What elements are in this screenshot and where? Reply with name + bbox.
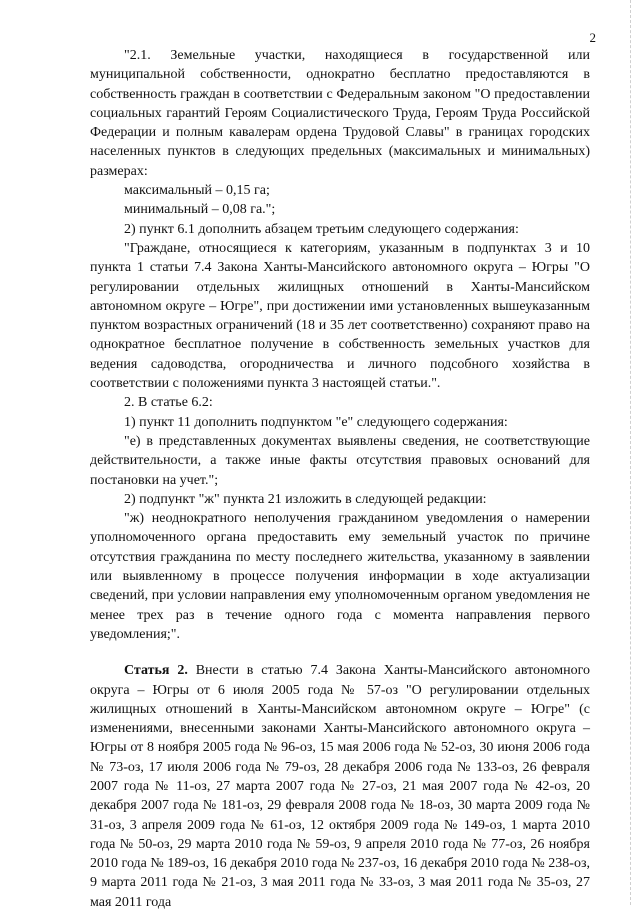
paragraph-max-size: максимальный – 0,15 га; [124,183,270,199]
paragraph-min-size: минимальный – 0,08 га."; [124,202,276,218]
article-text: Внести в статью 7.4 Закона Ханты-Мансийского автономного округа – Югры от 6 июля 2005 года № 57-оз "О регулировании отдельных жилищных отношений в Ханты-Мансийском автономном округе – Югре" (с изменениями, внесенными законами Ханты-Мансийского автономного округа – Югры от 8 ноября 2005 года № 96-оз, 15 мая 2006 года № 52-оз, 30 июня 2006 года № 73-оз, 17 июля 2006 года № 79-оз, 28 декабря 2006 года № 133-оз, 26 февраля 2007 года № 11-оз, 27 марта 2007 года № 27-оз, 21 мая 2007 года № 42-оз, 20 декабря 2007 года № 181-оз, 29 февраля 2008 года № 18-оз, 30 марта 2009 года № 31-оз, 3 апреля 2009 года № 61-оз, 12 октября 2009 года № 149-оз, 1 марта 2010 года № 50-оз, 29 марта 2010 года № 59-оз, 9 апреля 2010 года № 77-оз, 26 ноября 2010 года № 189-оз, 16 декабря 2010 года № 237-оз, 16 декабря 2010 года № 238-оз, 9 марта 2011 года № 21-оз, 3 мая 2011 года № 33-оз, 3 мая 2011 года № 35-оз, 27 мая 2011 года [90,663,591,910]
paragraph-2-1: "2.1. Земельные участки, находящиеся в государственной или муниципальной собственности, однократно бесплатно предоставляются в собственность граждан в соответствии с Федеральным законом "О предоставлении социальных гарантий Героям Социалистического Труда, Героям Труда Российской Федерации и полным кавалерам ордена Трудовой Славы" в границах городских населенных пунктов в следующих предельных (максимальных и минимальных) размерах: [90,48,590,179]
paragraph-subpoint-e: "е) в представленных документах выявлены сведения, не соответствующие действительности, а также иные факты отсутствия правовых оснований для постановки на учет."; [90,433,590,488]
paragraph-item-2-point-6-1: 2) пункт 6.1 дополнить абзацем третьим следующего содержания: [124,221,519,237]
paragraph-citizens-categories: "Граждане, относящиеся к категориям, указанным в подпунктах 3 и 10 пункта 1 статьи 7.4 Закона Ханты-Мансийского автономного округа – Югры "О регулировании отдельных жилищных отношений в Ханты-Мансийском автономном округе – Югре", при достижении ими установленных вышеуказанным пунктом возрастных ограничений (18 и 35 лет соответственно) сохраняют право на однократное бесплатное получение в собственность земельных участков для ведения садоводства, огородничества и личного подсобного хозяйства в соответствии с положениями пункта 3 настоящей статьи.". [90,240,590,392]
paragraph-item-1-point-11: 1) пункт 11 дополнить подпунктом "е" следующего содержания: [124,414,508,430]
paragraph-subpoint-zh-text: "ж) неоднократного неполучения гражданином уведомления о намерении уполномоченного органа предоставить ему земельный участок по причине отсутствия гражданина по месту последнего жительства, указанному в заявлении или выявленному в процессе получения информации в ходе актуализации сведений, при условии направления ему уполномоченным органом уведомления не менее трех раз в течение одного года с момента направления первого уведомления;". [90,511,590,642]
document-body [90,46,590,912]
scan-edge-divider [629,0,631,905]
article-heading: Статья 2. [124,663,188,679]
page-number: 2 [589,30,596,45]
paragraph-item-2-subpoint-zh: 2) подпункт "ж" пункта 21 изложить в следующей редакции: [124,491,487,507]
article-2-paragraph [90,661,590,912]
paragraph-article-6-2: 2. В статье 6.2: [124,395,213,411]
